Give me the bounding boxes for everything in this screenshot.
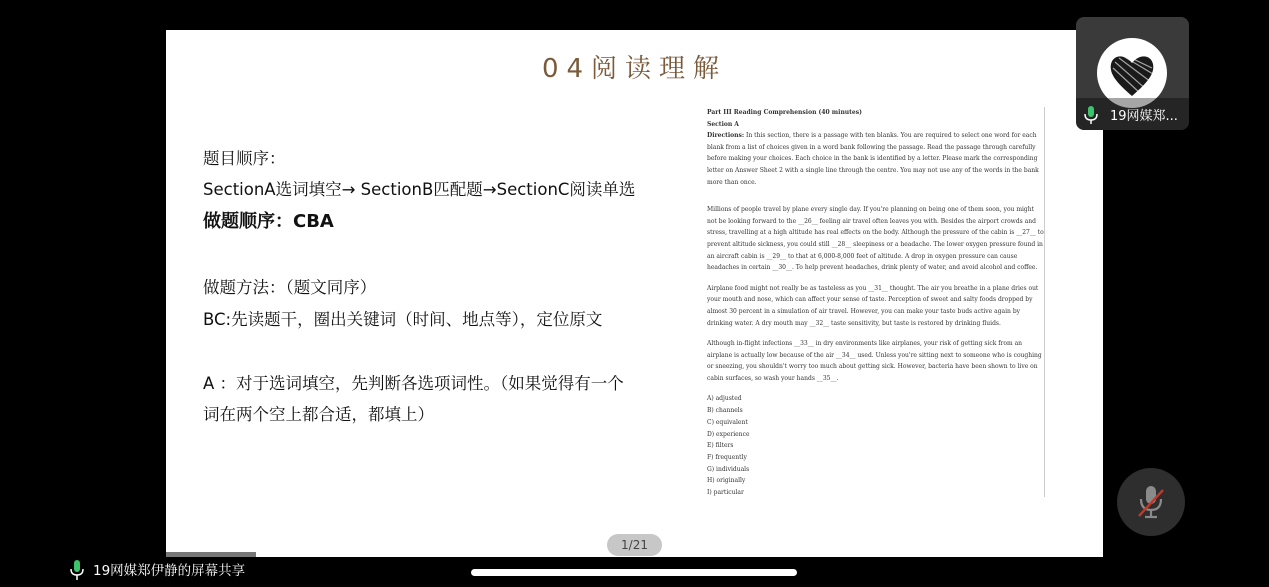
a-method-line1: A ：对于选词填空，先判断各选项词性。（如果觉得有一个 xyxy=(203,374,624,393)
doc-paragraph-3: Although in-flight infections __33__ in dry environments like airplanes, your risk of getting sick from an airplane is actually low because of the air __34__ used. Unless you're sitting next to someone who is coughing or sneezing, you shouldn't worry too much about getting sick. However, bacteria have been shown to live on cabin surfaces, so wash your hands __35__. xyxy=(707,340,1042,382)
doc-option: C) equivalent xyxy=(707,418,748,426)
doc-option: B) channels xyxy=(707,407,743,415)
doc-option: H) originally xyxy=(707,477,746,485)
order-heading: 题目顺序： xyxy=(203,149,286,168)
doc-option: A) adjusted xyxy=(707,395,742,403)
mute-toggle-button[interactable] xyxy=(1117,468,1185,536)
doc-option: I) particular xyxy=(707,489,744,497)
microphone-muted-icon xyxy=(1135,484,1167,520)
participant-video-tile[interactable] xyxy=(1076,17,1189,130)
doc-option: E) filters xyxy=(707,442,734,450)
participant-name-bar xyxy=(1076,98,1189,130)
bc-method: BC:先读题干，圈出关键词（时间、地点等），定位原文 xyxy=(203,310,603,329)
doc-option: F) frequently xyxy=(707,453,747,461)
doc-section: Section A xyxy=(707,120,739,128)
do-order: 做题顺序：CBA xyxy=(203,211,334,232)
home-indicator[interactable] xyxy=(471,569,797,576)
doc-paragraph-1: Millions of people travel by plane every single day. If you're planning on being one of them soon, you might not be looking forward to the __26__ feeling air travel often leaves you with. Besides the airport crowds and stress, travelling at a high altitude has real effects on the body. Although the pressure of the cabin is __27__ to prevent altitude sickness, you could still __28__ sleepiness or a headache. The lower oxygen pressure found in an aircraft cabin is __29__ to that at 6,000-8,000 feet of altitude. A drop in oxygen pressure can cause headaches in certain __30__. To help prevent headaches, drink plenty of water, and avoid alcohol and coffee. xyxy=(707,206,1044,272)
order-line: SectionA选词填空→ SectionB匹配题→SectionC阅读单选 xyxy=(203,180,636,199)
doc-directions-label: Directions: xyxy=(707,132,745,140)
slide-title: 04阅读理解 xyxy=(541,54,728,84)
method-heading: 做题方法：（题文同序） xyxy=(203,278,377,297)
microphone-icon xyxy=(1084,106,1098,124)
doc-paragraph-2: Airplane food might not really be as tasteless as you __31__ thought. The air you breathe in a plane dries out your mouth and nose, which can affect your sense of taste. Perception of sweet and salty foods dropped by almost 30 percent in a simulation of air travel. However, you can make your taste buds active again by drinking water. A dry mouth may __32__ taste sensitivity, but taste is restored by drinking fluids. xyxy=(707,284,1039,327)
reading-document xyxy=(707,107,1045,497)
microphone-icon xyxy=(70,560,84,580)
doc-option: D) experience xyxy=(707,430,750,438)
shared-slide xyxy=(166,30,1103,557)
doc-directions xyxy=(707,130,1044,188)
a-method-line2: 词在两个空上都合适，都填上） xyxy=(203,405,434,424)
doc-part-title: Part III Reading Comprehension (40 minutes) xyxy=(707,109,862,116)
doc-option: G) individuals xyxy=(707,465,750,473)
doc-directions-text: In this section, there is a passage with ten blanks. You are required to select one word for each blank from a list of choices given in a word bank following the passage. Read the passage through carefully before making your choices. Each choice in the bank is identified by a letter. Please mark the corresponding letter on Answer Sheet 2 with a single line through the centre. You may not use any of the words in the bank more than once. xyxy=(707,132,1039,186)
slide-progress-bar xyxy=(166,552,256,557)
participant-name: 19网媒郑... xyxy=(1110,109,1178,124)
page-indicator[interactable]: 1/21 xyxy=(607,534,662,556)
screen-share-label: 19网媒郑伊静的屏幕共享 xyxy=(93,563,246,579)
